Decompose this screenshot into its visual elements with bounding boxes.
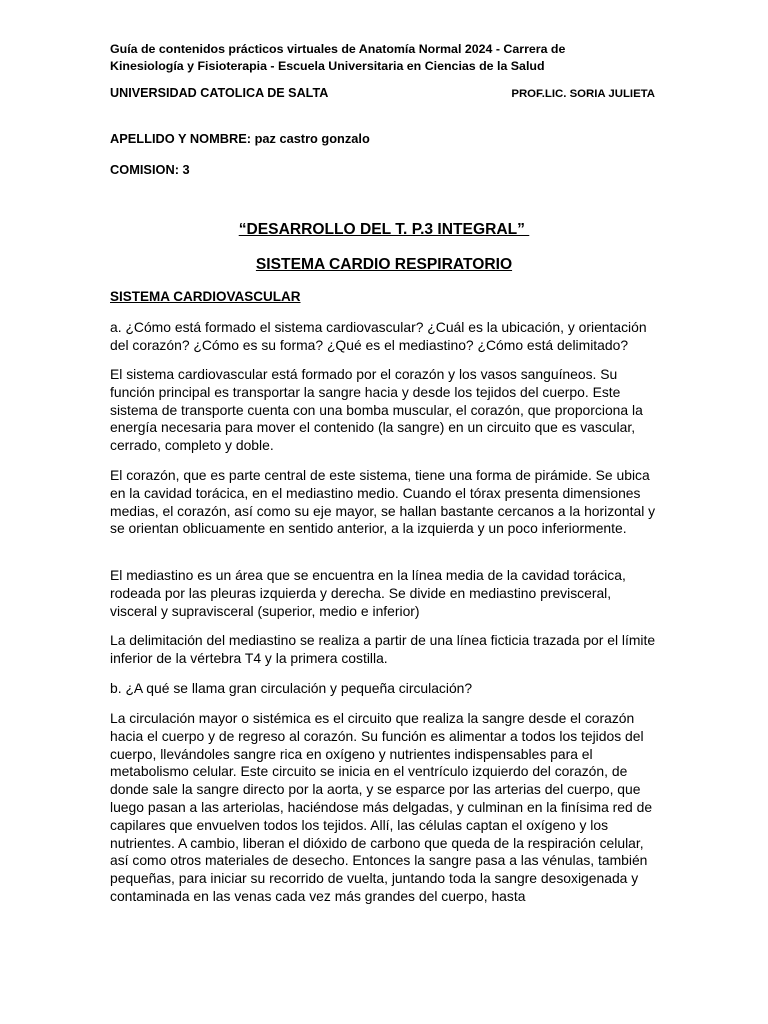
question-a: a. ¿Cómo está formado el sistema cardiovascular? ¿Cuál es la ubicación, y orientación del corazón? ¿Cómo es su forma? ¿Qué es el mediastino? ¿Cómo está delimitado? — [110, 319, 647, 353]
header-title-line-1: Guía de contenidos prácticos virtuales de Anatomía Normal 2024 - Carrera de — [110, 42, 566, 56]
section-heading: SISTEMA CARDIOVASCULAR — [110, 289, 301, 304]
paragraph-system-composition: El sistema cardiovascular está formado por el corazón y los vasos sanguíneos. Su función principal es transportar la sangre hacia y desde los tejidos del cuerpo. Este sistema de transporte cuenta con una bomba muscular, el corazón, que proporciona la energía necesaria para mover el contenido (la sangre) en un circuito que es vascular, cerrado, completo y doble. — [110, 366, 643, 454]
header-title-line-2: Kinesiología y Fisioterapia - Escuela Universitaria en Ciencias de la Salud — [110, 59, 545, 73]
paragraph-systemic-circulation: La circulación mayor o sistémica es el circuito que realiza la sangre desde el corazón hacia el cuerpo y de regreso al corazón. Su función es alimentar a todos los tejidos del cuerpo, llevándoles sangre rica en oxígeno y nutrientes indispensables para el metabolismo celular. Este circuito se inicia en el ventrículo izquierdo del corazón, de donde sale la sangre directo por la aorta, y se esparce por las arterias del cuerpo, que luego pasan a las arteriolas, haciéndose más delgadas, y culminan en la finísima red de capilares que envuelven todos los tejidos. Allí, las células captan el oxígeno y los nutrientes. A cambio, liberan el dióxido de carbono que queda de la respiración celular, así como otros materiales de desecho. Entonces la sangre pasa a las vénulas, también pequeñas, para iniciar su recorrido de vuelta, juntando toda la sangre desoxigenada y contaminada en las venas cada vez más grandes del cuerpo, hasta — [110, 710, 653, 904]
student-name: APELLIDO Y NOMBRE: paz castro gonzalo — [110, 131, 370, 146]
document-header-title — [110, 41, 580, 75]
main-title: “DESARROLLO DEL T. P.3 INTEGRAL” — [238, 221, 530, 238]
paragraph-mediastinum-limits: La delimitación del mediastino se realiza a partir de una línea ficticia trazada por el límite inferior de la vértebra T4 y la primera costilla. — [110, 632, 656, 666]
subtitle: SISTEMA CARDIO RESPIRATORIO — [255, 256, 513, 273]
university-name: UNIVERSIDAD CATOLICA DE SALTA — [110, 86, 329, 100]
paragraph-mediastinum: El mediastino es un área que se encuentra en la línea media de la cavidad torácica, rodeada por las pleuras izquierda y derecha. Se divide en mediastino previsceral, visceral y supravisceral (superior, medio e inferior) — [110, 567, 626, 619]
commission-number: COMISION: 3 — [110, 162, 190, 177]
paragraph-heart-location: El corazón, que es parte central de este sistema, tiene una forma de pirámide. Se ubica en la cavidad torácica, en el mediastino medio. Cuando el tórax presenta dimensiones medias, el corazón, así como su eje mayor, se hallan bastante cercanos a la horizontal y se orientan oblicuamente en sentido anterior, a la izquierda y un poco inferiormente. — [110, 467, 656, 537]
institution-row — [110, 86, 655, 104]
question-b: b. ¿A qué se llama gran circulación y pequeña circulación? — [110, 680, 473, 696]
professor-name: PROF.LIC. SORIA JULIETA — [511, 88, 655, 100]
